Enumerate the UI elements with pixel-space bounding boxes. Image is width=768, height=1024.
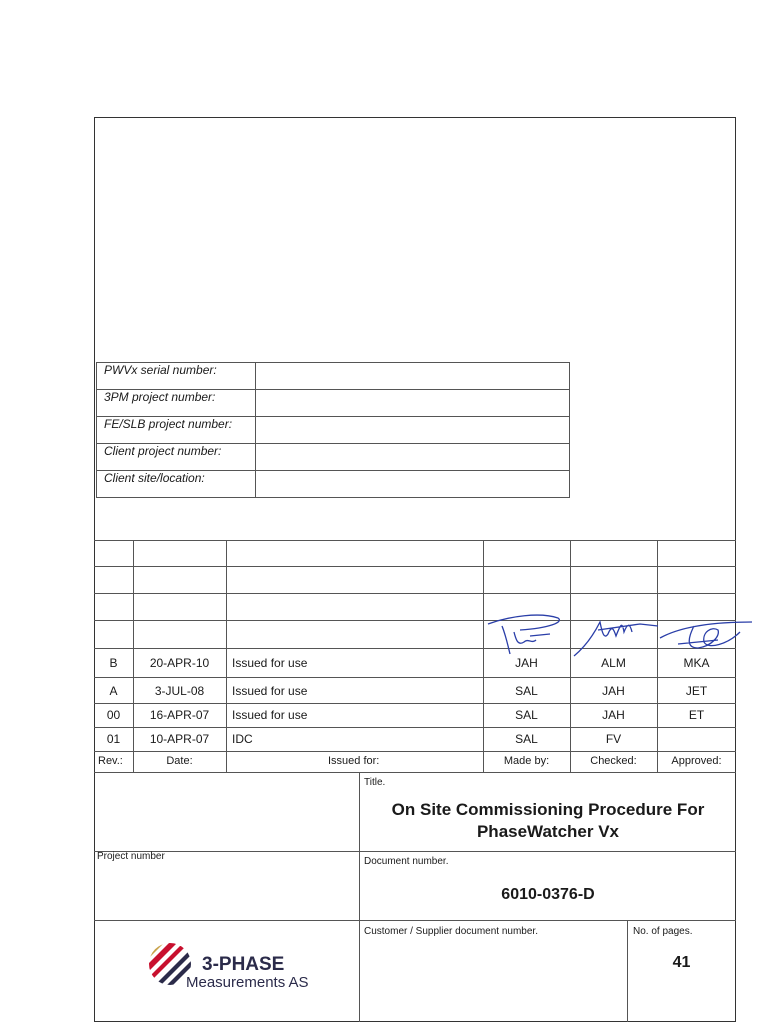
- made-cell: SAL: [515, 684, 538, 698]
- document-number-label: Document number.: [364, 856, 449, 867]
- header-made-by: Made by:: [503, 755, 550, 767]
- document-number: 6010-0376-D: [501, 886, 595, 903]
- made-cell: SAL: [515, 708, 538, 722]
- issued-cell: IDC: [232, 732, 253, 746]
- approved-cell: ET: [688, 708, 705, 722]
- header-date: Date:: [166, 755, 193, 767]
- made-cell: JAH: [515, 656, 538, 670]
- logo-name: 3-PHASE: [202, 954, 285, 975]
- made-cell: SAL: [515, 732, 538, 746]
- approved-cell: MKA: [683, 656, 710, 670]
- header-checked: Checked:: [590, 755, 637, 767]
- approved-cell: JET: [685, 684, 708, 698]
- title-label: Title.: [364, 777, 386, 788]
- rev-cell: 00: [106, 708, 121, 722]
- rev-cell: A: [109, 684, 118, 698]
- document-title-line1: On Site Commissioning Procedure For: [391, 800, 705, 819]
- checked-cell: JAH: [602, 708, 625, 722]
- field-label-fe-slb-project: FE/SLB project number:: [104, 417, 233, 431]
- signature-made-by: [480, 606, 568, 658]
- date-cell: 10-APR-07: [149, 732, 210, 746]
- checked-cell: ALM: [601, 656, 626, 670]
- header-rev: Rev.:: [98, 755, 123, 767]
- field-label-client-project: Client project number:: [104, 444, 222, 458]
- page-count: 41: [672, 954, 691, 971]
- rev-cell: B: [109, 656, 118, 670]
- issued-cell: Issued for use: [232, 708, 308, 722]
- field-label-client-site: Client site/location:: [104, 471, 205, 485]
- date-cell: 3-JUL-08: [154, 684, 205, 698]
- field-label-serial: PWVx serial number:: [104, 363, 217, 377]
- issued-cell: Issued for use: [232, 684, 308, 698]
- logo-subtitle: Measurements AS: [186, 974, 309, 991]
- issued-cell: Issued for use: [232, 656, 308, 670]
- checked-cell: FV: [605, 732, 622, 746]
- date-cell: 20-APR-10: [149, 656, 210, 670]
- document-title-line2: PhaseWatcher Vx: [476, 822, 620, 841]
- date-cell: 16-APR-07: [149, 708, 210, 722]
- company-logo: [140, 930, 340, 1000]
- header-approved: Approved:: [671, 755, 722, 767]
- signature-approved: [658, 614, 758, 658]
- checked-cell: JAH: [602, 684, 625, 698]
- customer-doc-number-label: Customer / Supplier document number.: [364, 926, 538, 937]
- signature-checked: [570, 612, 662, 662]
- rev-cell: 01: [106, 732, 121, 746]
- project-number-label: Project number: [97, 851, 165, 862]
- header-issued-for: Issued for:: [328, 755, 380, 767]
- pages-label: No. of pages.: [633, 926, 693, 937]
- field-label-3pm-project: 3PM project number:: [104, 390, 216, 404]
